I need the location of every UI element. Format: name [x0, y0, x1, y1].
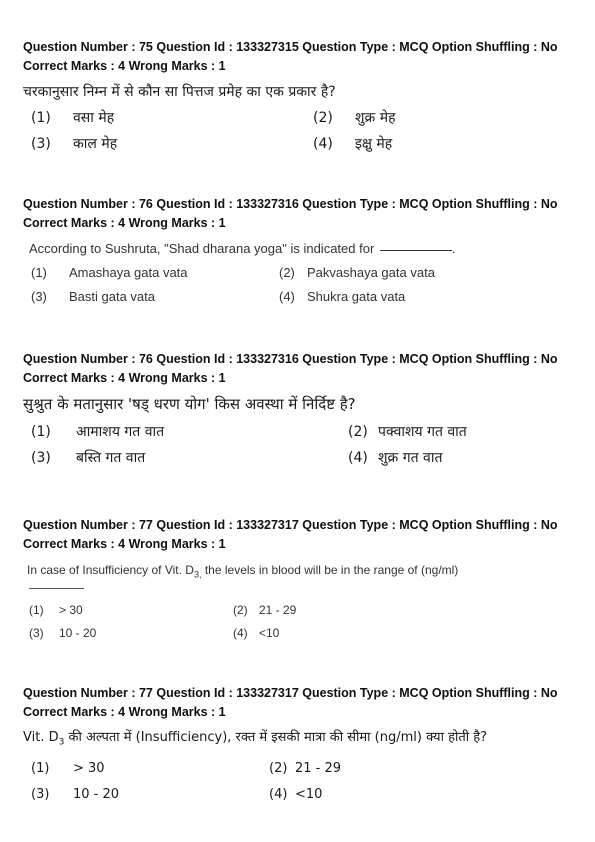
option-1: (1) आमाशय गत वात: [31, 424, 165, 440]
question-block-75-hindi: [23, 38, 573, 160]
question-header-line2: Correct Marks : 4 Wrong Marks : 1: [23, 216, 226, 230]
question-header-line2: Correct Marks : 4 Wrong Marks : 1: [23, 371, 226, 385]
question-block-77-english: [23, 516, 573, 649]
question-header-line2: Correct Marks : 4 Wrong Marks : 1: [23, 705, 226, 719]
option-3: (3) Basti gata vata: [31, 289, 155, 304]
question-block-76-hindi: [23, 350, 573, 474]
question-header-line1: Question Number : 77 Question Id : 133327317 Question Type : MCQ Option Shuffling : No: [23, 518, 558, 532]
options: [23, 761, 573, 815]
question-text: सुश्रुत के मतानुसार 'षड् धरण योग' किस अवस्था में निर्दिष्ट है?: [23, 395, 356, 413]
question-header-line1: Question Number : 75 Question Id : 133327315 Question Type : MCQ Option Shuffling : No: [23, 40, 558, 54]
question-header-line1: Question Number : 76 Question Id : 133327316 Question Type : MCQ Option Shuffling : No: [23, 197, 558, 211]
question-header-line2: Correct Marks : 4 Wrong Marks : 1: [23, 59, 226, 73]
option-3: (3) काल मेह: [31, 136, 118, 152]
question-block-77-hindi: [23, 684, 573, 815]
question-header-line1: Question Number : 77 Question Id : 133327317 Question Type : MCQ Option Shuffling : No: [23, 686, 558, 700]
options: [23, 108, 573, 160]
question-text: चरकानुसार निम्न में से कौन सा पित्तज प्रमेह का एक प्रकार है?: [23, 84, 336, 100]
option-4: (4) इक्षु मेह: [313, 136, 393, 152]
question-header-line1: Question Number : 76 Question Id : 133327316 Question Type : MCQ Option Shuffling : No: [23, 352, 558, 366]
question-block-76-english: [23, 195, 573, 313]
question-text: Vit. $D_3$ की अल्पता में (Insufficiency), रक्त में इसकी मात्रा की सीमा (ng/ml) क्या होती है?: [23, 730, 488, 748]
option-1: (1) Amashaya gata vata: [31, 265, 188, 280]
option-2: (2) 21 - 29: [233, 603, 297, 618]
option-2: (2) Pakvashaya gata vata: [279, 265, 435, 280]
question-text: According to Sushruta, "Shad dharana yoga" is indicated for .: [29, 241, 456, 256]
option-4: (4) <10: [233, 626, 280, 641]
options: [23, 265, 573, 313]
option-1: (1) > 30: [31, 760, 105, 776]
option-3: (3) 10 - 20: [31, 786, 120, 802]
option-1: (1) > 30: [29, 603, 83, 618]
answer-blank: [29, 588, 84, 589]
options: [23, 603, 573, 649]
answer-blank: [380, 249, 452, 251]
option-4: (4) Shukra gata vata: [279, 289, 406, 304]
option-4: (4) शुक्र गत वात: [348, 450, 443, 466]
option-3: (3) 10 - 20: [29, 626, 97, 641]
option-2: (2) 21 - 29: [269, 760, 342, 776]
option-1: (1) वसा मेह: [31, 110, 115, 126]
option-2: (2) पक्वाशय गत वात: [348, 424, 467, 440]
question-text: In case of Insufficiency of Vit. $D_{3,}$ the levels in blood will be in the range of (ng/ml): [27, 563, 459, 580]
option-2: (2) शुक्र मेह: [313, 110, 396, 126]
option-4: (4) <10: [269, 786, 323, 802]
options: [23, 420, 573, 474]
question-header-line2: Correct Marks : 4 Wrong Marks : 1: [23, 537, 226, 551]
option-3: (3) बस्ति गत वात: [31, 450, 146, 466]
